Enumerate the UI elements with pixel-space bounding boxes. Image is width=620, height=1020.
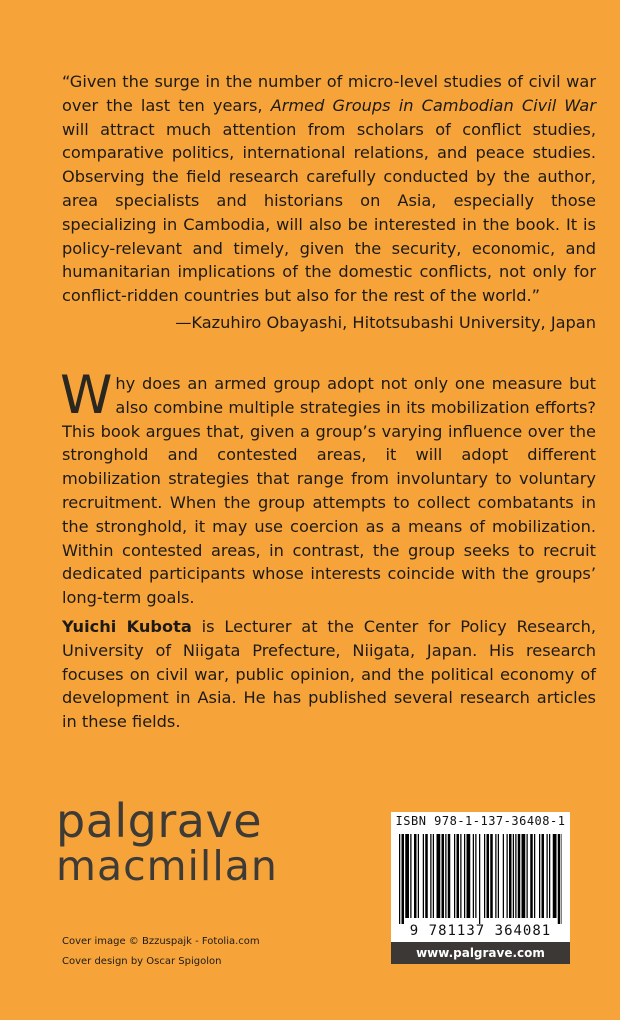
barcode-bar bbox=[503, 834, 504, 918]
barcode-bar bbox=[479, 834, 480, 924]
barcode-bar bbox=[457, 834, 460, 918]
quote-text-end: will attract much attention from scholars of conflict studies, comparative politics, international relations, and peace studies. Observing the field research carefully conducted by the author, area specialists and historians on Asia, especially those specializing in Cambodia, will also be interested in the book. It is policy-relevant and timely, given the security, economic, and humanitarian implications of the domestic conflicts, not only for conflict-ridden countries but also for the rest of the world.” bbox=[62, 119, 596, 306]
barcode-bar bbox=[430, 834, 431, 918]
barcode-bar bbox=[542, 834, 545, 918]
barcode-bar bbox=[507, 834, 508, 918]
barcode-bar bbox=[490, 834, 493, 918]
quote-attribution: —Kazuhiro Obayashi, Hitotsubashi University, Japan bbox=[175, 313, 596, 332]
publisher-logo-line2: macmillan bbox=[56, 842, 278, 890]
barcode-bar bbox=[464, 834, 465, 918]
barcode-bar bbox=[527, 834, 528, 918]
barcode-bar bbox=[442, 834, 445, 918]
description-text: hy does an armed group adopt not only one measure but also combine multiple strategies in its mobilization efforts? This book argues that, given a group’s varying influence over the stronghold and contested areas, it will adopt different mobilization strategies that range from involuntary to voluntary recruitment. When the group attempts to collect combatants in the stronghold, it may use coercion as a means of mobilization. Within contested areas, in contrast, the group seeks to recruit dedicated participants whose interests coincide with the groups’ long-term goals. bbox=[62, 374, 596, 608]
barcode-bar bbox=[484, 834, 485, 918]
barcode-bar bbox=[539, 834, 540, 918]
quote-text-start: “Given the surge in the number of micro-level studies of civil war over the last ten years, bbox=[62, 72, 596, 115]
cover-image-credit: Cover image © Bzzuspajk - Fotolia.com bbox=[62, 936, 260, 947]
barcode-bar bbox=[475, 834, 476, 918]
barcode-bar bbox=[414, 834, 417, 918]
barcode-bar bbox=[558, 834, 561, 924]
barcode-bar bbox=[522, 834, 526, 918]
book-description bbox=[60, 365, 596, 610]
barcode-bar bbox=[437, 834, 441, 918]
barcode-bar bbox=[433, 834, 434, 918]
barcode-bars bbox=[399, 834, 562, 924]
barcode-bar bbox=[515, 834, 516, 918]
author-bio bbox=[62, 615, 596, 734]
barcode-bar bbox=[445, 834, 446, 918]
barcode-bar bbox=[530, 834, 533, 918]
ean-number: 9 781137 364081 bbox=[409, 923, 552, 939]
isbn-barcode bbox=[391, 812, 570, 942]
isbn-label: ISBN 978-1-137-36408-1 bbox=[395, 814, 566, 828]
barcode-bar bbox=[460, 834, 461, 918]
barcode-bar bbox=[418, 834, 419, 918]
barcode-bar bbox=[547, 834, 548, 918]
barcode-bar bbox=[399, 834, 400, 924]
barcode-bar bbox=[498, 834, 499, 918]
author-name: Yuichi Kubota bbox=[62, 617, 192, 636]
barcode-bar bbox=[518, 834, 521, 918]
barcode-bar bbox=[402, 834, 405, 924]
cover-design-credit: Cover design by Oscar Spigolon bbox=[62, 956, 222, 967]
barcode-bar bbox=[467, 834, 471, 918]
barcode-bar bbox=[534, 834, 535, 918]
barcode-bar bbox=[562, 834, 563, 924]
publisher-website: www.palgrave.com bbox=[391, 942, 570, 964]
barcode-bar bbox=[553, 834, 557, 918]
barcode-bar bbox=[423, 834, 424, 918]
barcode-bar bbox=[509, 834, 512, 918]
author-bio-text: is Lecturer at the Center for Policy Research, University of Niigata Prefecture, Niigata, Japan. His research focuses on civil war, public opinion, and the political economy of development in Asia. He has published several research articles in these fields. bbox=[62, 617, 596, 732]
barcode-bar bbox=[487, 834, 490, 918]
publisher-logo-line1: palgrave bbox=[56, 794, 262, 848]
cover-credits bbox=[62, 932, 260, 972]
barcode-bar bbox=[448, 834, 451, 918]
barcode-bar bbox=[473, 834, 474, 918]
barcode-bar bbox=[425, 834, 428, 918]
barcode-bar bbox=[549, 834, 550, 918]
drop-cap: W bbox=[60, 365, 113, 426]
barcode-bar bbox=[454, 834, 455, 918]
publisher-logo bbox=[56, 794, 278, 890]
quote-book-title: Armed Groups in Cambodian Civil War bbox=[270, 95, 596, 115]
barcode-bar bbox=[513, 834, 514, 918]
endorsement-quote bbox=[62, 70, 596, 308]
barcode-bar bbox=[495, 834, 496, 918]
barcode-bar bbox=[410, 834, 411, 918]
barcode-bar bbox=[405, 834, 409, 918]
